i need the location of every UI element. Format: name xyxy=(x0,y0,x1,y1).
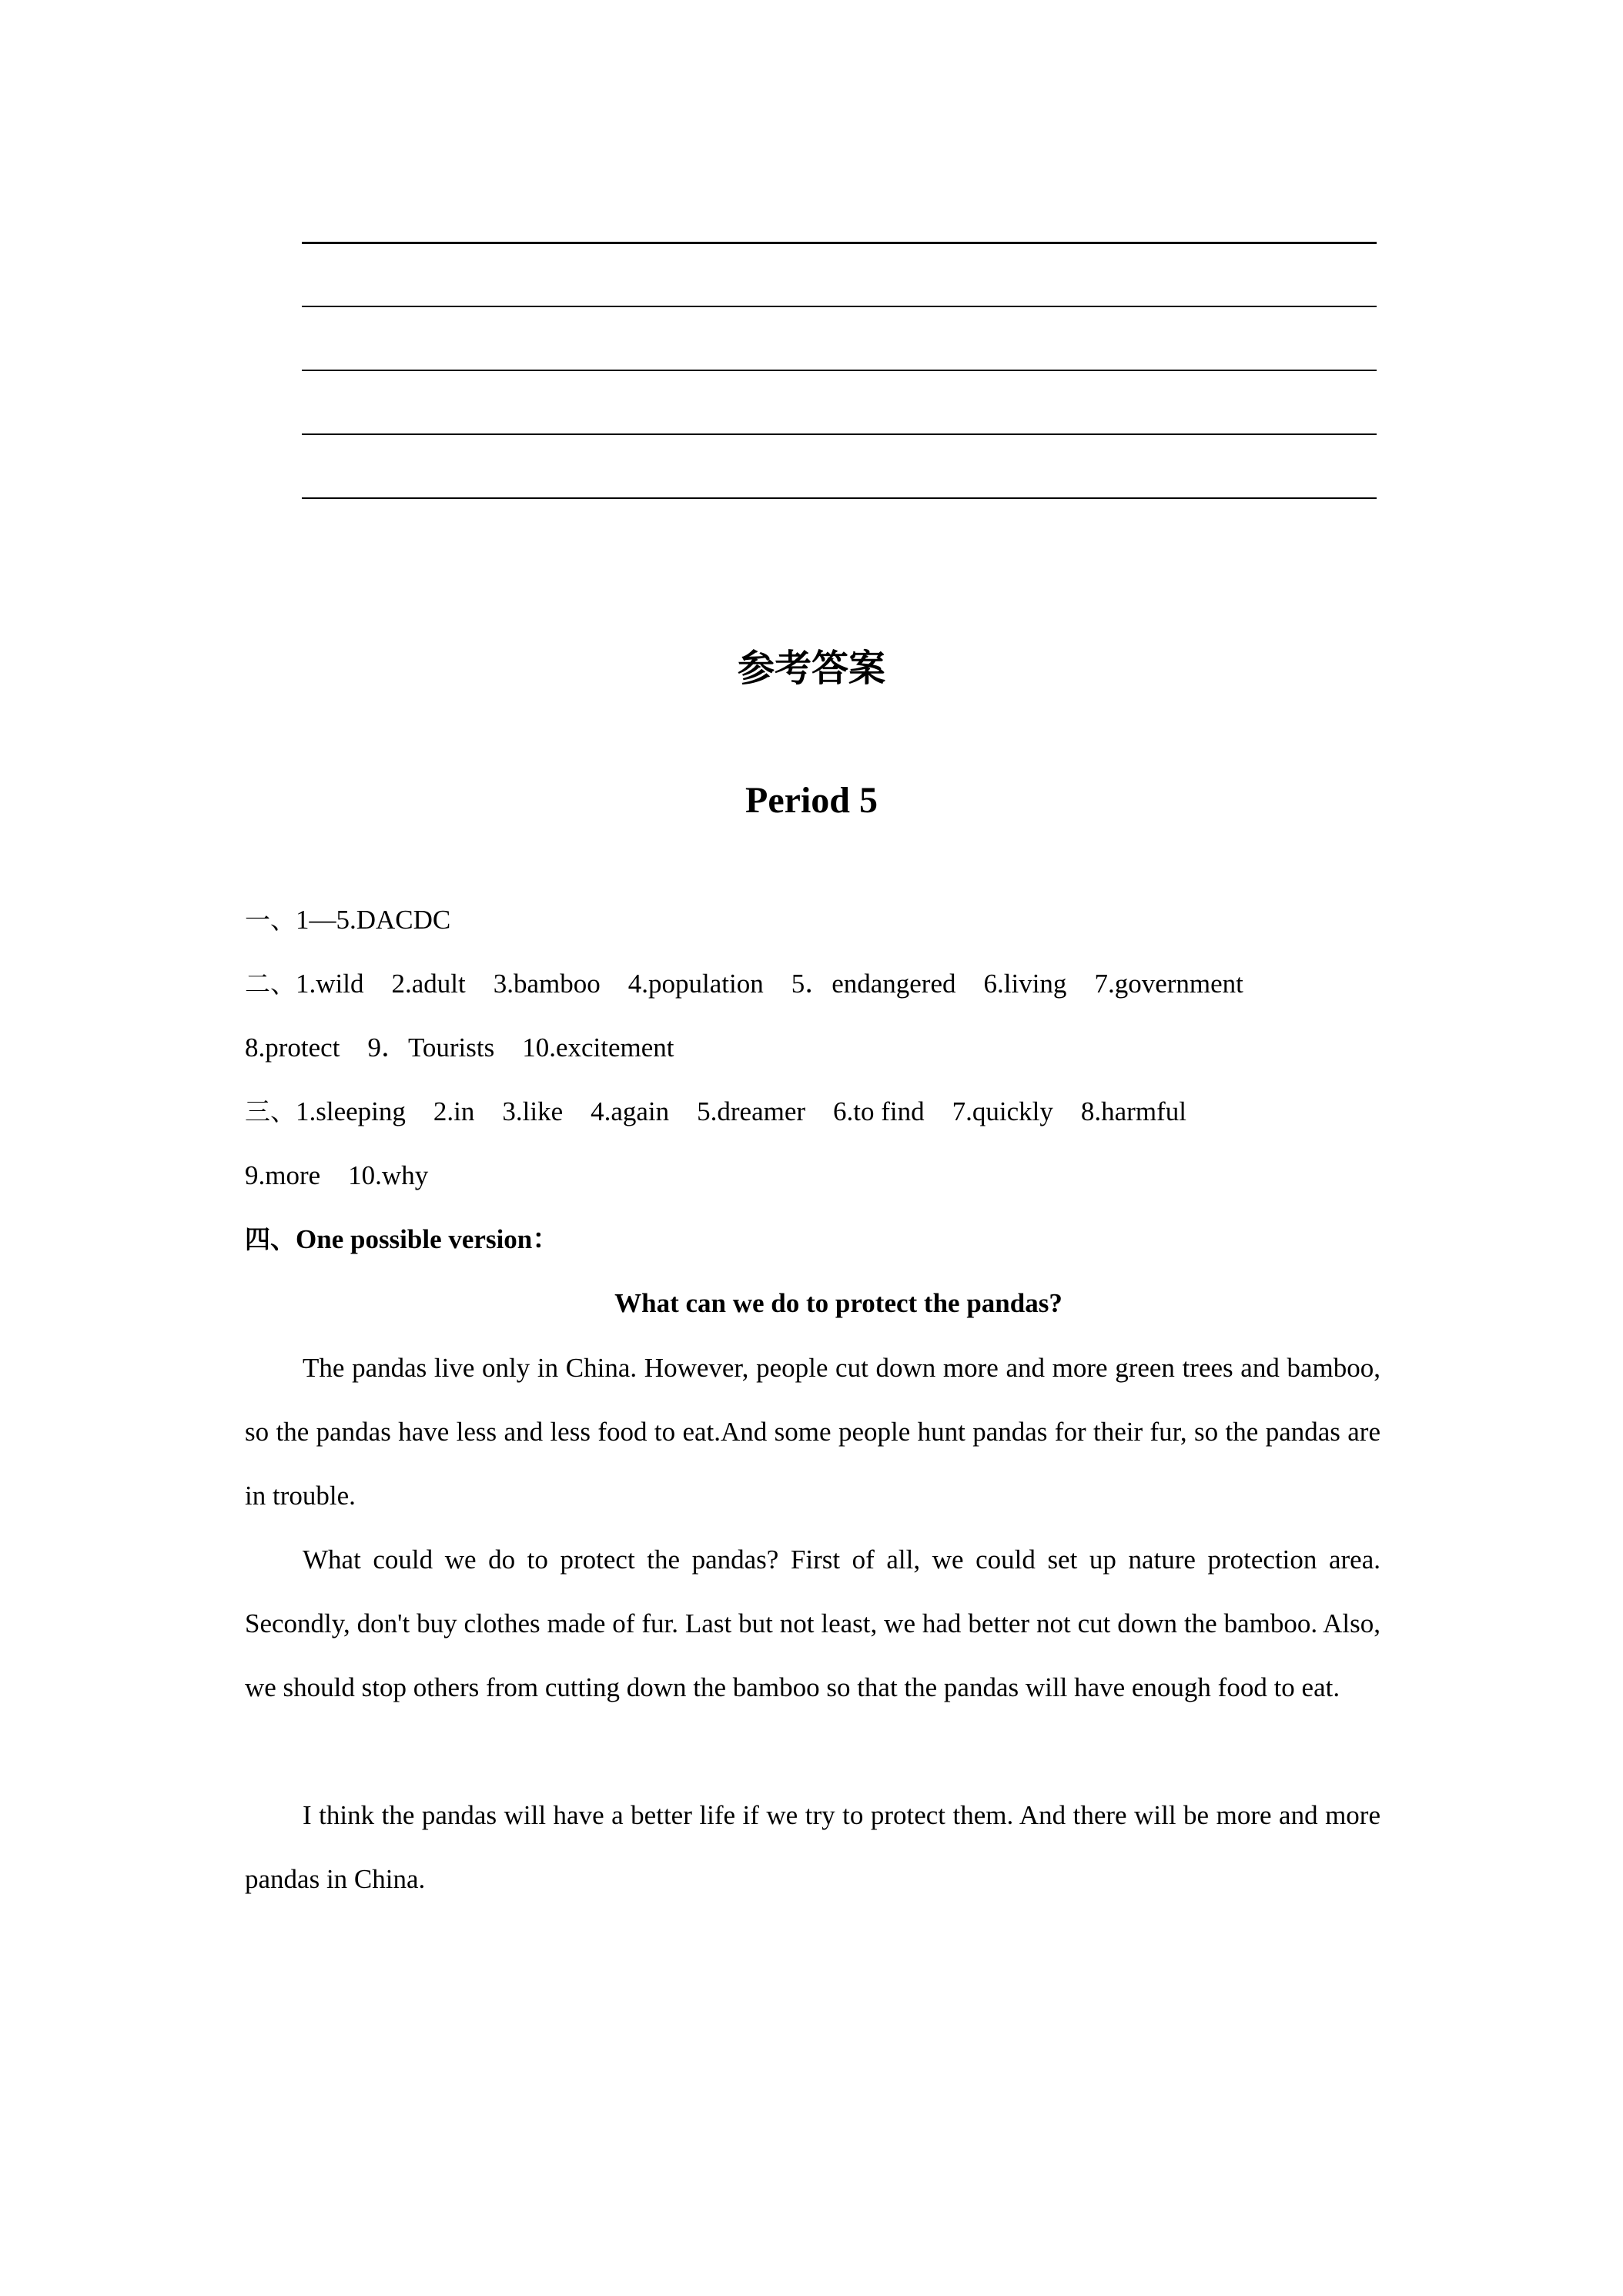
answer-item: 9．Tourists xyxy=(367,1033,495,1063)
answer-item: 3.bamboo xyxy=(493,969,601,999)
answer-item: 8.protect xyxy=(245,1033,340,1063)
essay-paragraph-1: The pandas live only in China. However, people cut down more and more green trees and bamboo, so the pandas have less and less food to eat.And some people hunt pandas for their fur, so the pandas are in trouble. xyxy=(245,1353,1380,1511)
section-3-mark: 三、 xyxy=(245,1096,296,1126)
answer-item: 2.adult xyxy=(391,969,466,999)
writing-line-2 xyxy=(302,306,1377,307)
section-2-line-2 xyxy=(245,1029,1380,1067)
section-2-mark: 二、 xyxy=(245,969,296,999)
answer-item: 8.harmful xyxy=(1080,1096,1186,1126)
answer-item: 4.again xyxy=(591,1096,670,1126)
writing-line-3 xyxy=(302,370,1377,371)
section-4-label: One possible version： xyxy=(296,1224,560,1254)
answer-item: 10.excitement xyxy=(522,1033,674,1063)
section-1-answers: 1—5.DACDC xyxy=(296,905,451,935)
writing-line-4 xyxy=(302,433,1377,435)
answer-key-title: 参考答案 xyxy=(737,647,885,690)
writing-line-5 xyxy=(302,497,1377,499)
answer-item: 9.more xyxy=(245,1160,321,1190)
answer-item: 5.dreamer xyxy=(697,1096,806,1126)
answer-item: 7.quickly xyxy=(952,1096,1053,1126)
section-3-line-1 xyxy=(245,1093,1380,1131)
answer-item: 2.in xyxy=(433,1096,475,1126)
answer-item: 7.government xyxy=(1094,969,1243,999)
section-1-mark: 一、 xyxy=(245,905,296,935)
answer-item: 6.to find xyxy=(833,1096,925,1126)
essay-paragraph-3: I think the pandas will have a better life if we try to protect them. And there will be more and more pandas in China. xyxy=(245,1800,1380,1894)
answer-item: 6.living xyxy=(983,969,1067,999)
answer-item: 3.like xyxy=(502,1096,564,1126)
section-3-line-2 xyxy=(245,1156,1380,1195)
section-1 xyxy=(245,901,1380,939)
section-4-mark: 四、 xyxy=(245,1224,296,1254)
essay-title: What can we do to protect the pandas? xyxy=(614,1288,1062,1318)
period-title: Period 5 xyxy=(745,780,878,821)
answer-item: 10.why xyxy=(348,1160,429,1190)
writing-line-1 xyxy=(302,242,1377,244)
answer-item: 4.population xyxy=(627,969,764,999)
section-2-line-1 xyxy=(245,965,1380,1003)
answer-item: 1.wild xyxy=(296,969,364,999)
section-4 xyxy=(245,1220,1380,1259)
essay-paragraph-2: What could we do to protect the pandas? First of all, we could set up nature protection area. Secondly, don't buy clothes made of fur. Last but not least, we had better not cut down the bamboo. Also, we should stop others from cutting down the bamboo so that the pandas will have enough food to eat. xyxy=(245,1545,1380,1702)
answer-item: 5．endangered xyxy=(791,969,956,999)
answer-item: 1.sleeping xyxy=(296,1096,406,1126)
